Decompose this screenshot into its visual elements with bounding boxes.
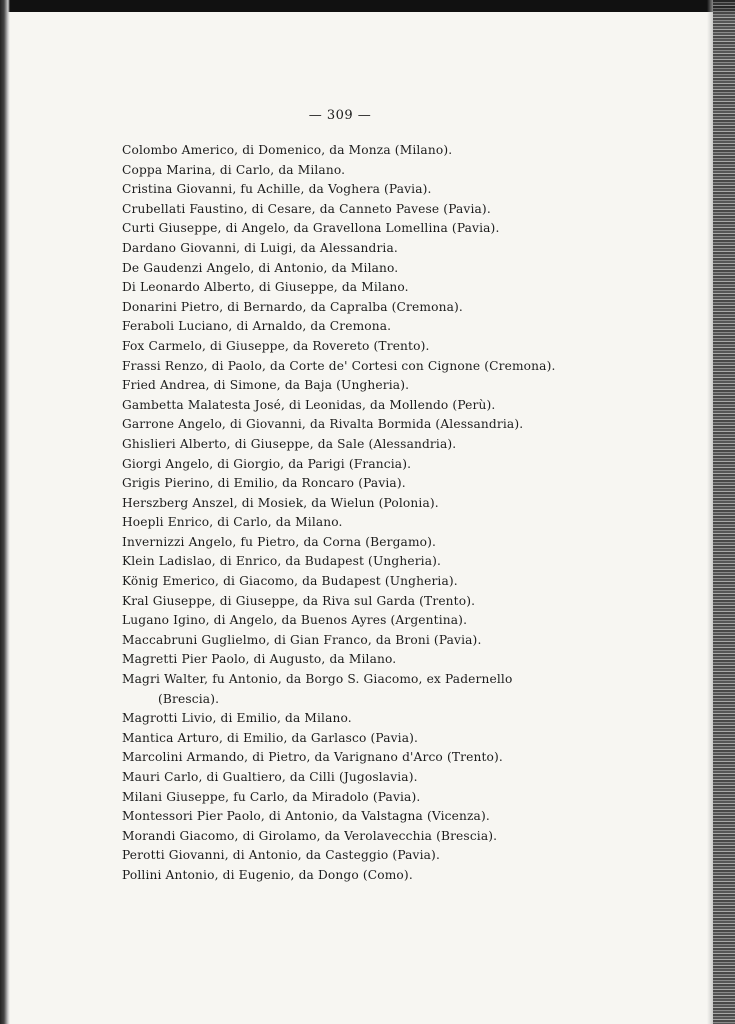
list-entry: Klein Ladislao, di Enrico, da Budapest (Ungheria). <box>122 554 442 569</box>
list-entry: Di Leonardo Alberto, di Giuseppe, da Milano. <box>122 280 409 295</box>
list-entry: König Emerico, di Giacomo, da Budapest (Ungheria). <box>122 574 458 589</box>
list-entry-continuation: (Brescia). <box>158 691 220 706</box>
list-entry: Cristina Giovanni, fu Achille, da Voghera (Pavia). <box>122 182 432 197</box>
list-entry: Pollini Antonio, di Eugenio, da Dongo (Como). <box>122 867 413 882</box>
list-entry: Colombo Americo, di Domenico, da Monza (Milano). <box>122 143 453 157</box>
list-entry: Fox Carmelo, di Giuseppe, da Rovereto (Trento). <box>122 338 430 353</box>
list-entry: Perotti Giovanni, di Antonio, da Casteggio (Pavia). <box>122 848 440 863</box>
list-entry: Gambetta Malatesta José, di Leonidas, da Mollendo (Perù). <box>122 397 496 412</box>
scan-top-border <box>0 0 735 12</box>
name-list <box>122 141 562 886</box>
list-entry: Fried Andrea, di Simone, da Baja (Ungheria). <box>122 378 410 393</box>
list-entry: Giorgi Angelo, di Giorgio, da Parigi (Francia). <box>122 456 412 471</box>
list-entry: De Gaudenzi Angelo, di Antonio, da Milano. <box>122 260 399 275</box>
list-entry: Morandi Giacomo, di Girolamo, da Verolavecchia (Brescia). <box>122 828 498 843</box>
scan-right-border <box>713 0 735 1024</box>
list-entry: Grigis Pierino, di Emilio, da Roncaro (Pavia). <box>122 476 406 491</box>
list-entry: Marcolini Armando, di Pietro, da Varignano d'Arco (Trento). <box>122 750 503 765</box>
list-entry: Mantica Arturo, di Emilio, da Garlasco (Pavia). <box>122 730 419 745</box>
list-entry: Garrone Angelo, di Giovanni, da Rivalta Bormida (Alessandria). <box>122 417 524 432</box>
list-entry: Hoepli Enrico, di Carlo, da Milano. <box>122 515 343 530</box>
list-entry: Ghislieri Alberto, di Giuseppe, da Sale (Alessandria). <box>122 436 457 451</box>
list-entry: Lugano Igino, di Angelo, da Buenos Ayres (Argentina). <box>122 613 468 628</box>
list-entry: Dardano Giovanni, di Luigi, da Alessandria. <box>122 240 398 255</box>
list-entry: Crubellati Faustino, di Cesare, da Canneto Pavese (Pavia). <box>122 201 491 216</box>
list-entry: Mauri Carlo, di Gualtiero, da Cilli (Jugoslavia). <box>122 770 418 784</box>
page-number: — 309 — <box>308 108 372 123</box>
list-entry: Coppa Marina, di Carlo, da Milano. <box>122 162 346 177</box>
list-entry-wrapped <box>122 670 562 709</box>
list-entry: Magrotti Livio, di Emilio, da Milano. <box>122 711 352 726</box>
list-entry: Donarini Pietro, di Bernardo, da Capralba (Cremona). <box>122 299 463 314</box>
scan-left-border <box>0 0 10 1024</box>
list-entry: Invernizzi Angelo, fu Pietro, da Corna (Bergamo). <box>122 534 437 549</box>
list-entry: Maccabruni Guglielmo, di Gian Franco, da Broni (Pavia). <box>122 632 482 647</box>
list-entry: Kral Giuseppe, di Giuseppe, da Riva sul Garda (Trento). <box>122 593 476 608</box>
list-entry: Montessori Pier Paolo, di Antonio, da Valstagna (Vicenza). <box>122 809 490 824</box>
list-entry: Magretti Pier Paolo, di Augusto, da Milano. <box>122 652 397 667</box>
list-entry: Frassi Renzo, di Paolo, da Corte de' Cortesi con Cignone (Cremona). <box>122 358 556 373</box>
list-entry-line: Magri Walter, fu Antonio, da Borgo S. Giacomo, ex Padernello <box>122 672 513 687</box>
list-entry: Curti Giuseppe, di Angelo, da Gravellona Lomellina (Pavia). <box>122 221 500 236</box>
list-entry: Herszberg Anszel, di Mosiek, da Wielun (Polonia). <box>122 495 439 510</box>
list-entry: Milani Giuseppe, fu Carlo, da Miradolo (Pavia). <box>122 789 421 804</box>
list-entry: Feraboli Luciano, di Arnaldo, da Cremona. <box>122 319 392 334</box>
